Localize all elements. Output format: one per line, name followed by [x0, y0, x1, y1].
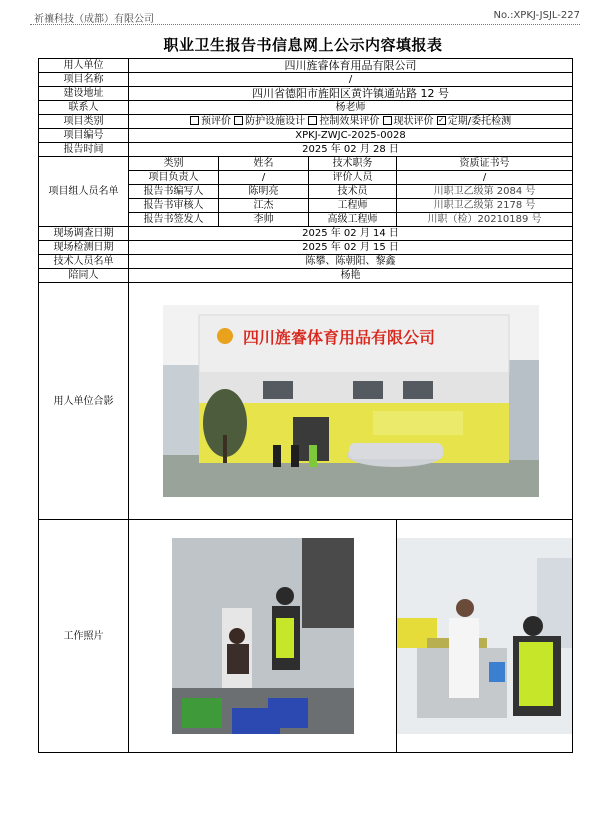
group-photo-image [163, 305, 539, 497]
employer-label: 用人单位 [39, 59, 129, 73]
team-header-row [39, 157, 573, 171]
group-photo-label: 用人单位合影 [39, 283, 129, 520]
team-cell: 川职（检）20210189 号 [397, 213, 573, 227]
option-periodic-testing[interactable]: ✓ 定期/委托检测 [438, 115, 512, 127]
option-control-effect[interactable]: 控制效果评价 [308, 116, 379, 127]
report-date-value: 2025 年 02 月 28 日 [129, 143, 573, 157]
checkbox-icon[interactable] [308, 116, 317, 125]
project-no-label: 项目编号 [39, 129, 129, 143]
team-cell: 报告书编写人 [129, 185, 219, 199]
employer-value: 四川旌睿体育用品有限公司 [129, 59, 573, 73]
survey-date-label: 现场调查日期 [39, 227, 129, 241]
contact-value: 杨老师 [129, 101, 573, 115]
test-date-label: 现场检测日期 [39, 241, 129, 255]
page-title: 职业卫生报告书信息网上公示内容填报表 [163, 36, 443, 54]
row-address [39, 87, 573, 101]
row-project-name [39, 73, 573, 87]
contact-label: 联系人 [39, 101, 129, 115]
team-cell: 评价人员 [309, 171, 397, 185]
checkbox-icon[interactable] [383, 116, 392, 125]
row-escort [39, 269, 573, 283]
team-cell: / [219, 171, 309, 185]
survey-date-value: 2025 年 02 月 14 日 [129, 227, 573, 241]
row-project-no [39, 129, 573, 143]
team-cell: 报告书审核人 [129, 199, 219, 213]
checkbox-icon[interactable] [190, 116, 199, 125]
team-cell: 报告书签发人 [129, 213, 219, 227]
row-survey-date [39, 227, 573, 241]
row-project-type [39, 115, 573, 129]
option-status-evaluation[interactable]: 现状评价 [383, 116, 434, 127]
work-photo-right-image [397, 538, 573, 734]
option-pre-evaluation[interactable]: 预评价 [190, 116, 231, 127]
team-cell: 工程师 [309, 199, 397, 213]
team-cell: / [397, 171, 573, 185]
info-table [38, 58, 573, 753]
page-header [30, 6, 580, 25]
company-sign: 四川旌睿体育用品有限公司 [242, 328, 435, 347]
row-contact [39, 101, 573, 115]
team-cell: 川职卫乙级第 2084 号 [397, 185, 573, 199]
work-photo-right-cell [397, 520, 573, 753]
address-value: 四川省德阳市旌阳区黄许镇通站路 12 号 [129, 87, 573, 101]
checkbox-checked-icon[interactable]: ✓ [438, 115, 445, 124]
work-photo-left-cell [129, 520, 397, 753]
project-type-label: 项目类别 [39, 115, 129, 129]
team-header-category: 类别 [129, 157, 219, 171]
row-technicians [39, 255, 573, 269]
group-photo-cell [129, 283, 573, 520]
project-name-value: / [129, 73, 573, 87]
team-cell: 川职卫乙级第 2178 号 [397, 199, 573, 213]
row-report-date [39, 143, 573, 157]
technicians-value: 陈攀、陈朝阳、黎鑫 [129, 255, 573, 269]
team-header-name: 姓名 [219, 157, 309, 171]
project-type-options [129, 115, 573, 129]
team-header-cert: 资质证书号 [397, 157, 573, 171]
project-no-value: XPKJ-ZWJC-2025-0028 [129, 129, 573, 143]
team-cell: 陈明亮 [219, 185, 309, 199]
checkbox-icon[interactable] [234, 116, 243, 125]
header-doc-number: No.:XPKJ-JSJL-227 [493, 10, 580, 21]
test-date-value: 2025 年 02 月 15 日 [129, 241, 573, 255]
team-cell: 江杰 [219, 199, 309, 213]
escort-value: 杨艳 [129, 269, 573, 283]
row-test-date [39, 241, 573, 255]
row-work-photo [39, 520, 573, 753]
option-protection-design[interactable]: 防护设施设计 [234, 116, 305, 127]
row-employer [39, 59, 573, 73]
team-label: 项目组人员名单 [39, 157, 129, 227]
team-cell: 李帅 [219, 213, 309, 227]
company-logo-icon [217, 328, 233, 344]
team-cell: 项目负责人 [129, 171, 219, 185]
work-photo-left-image [172, 538, 354, 734]
project-name-label: 项目名称 [39, 73, 129, 87]
team-cell: 高级工程师 [309, 213, 397, 227]
team-header-title: 技术职务 [309, 157, 397, 171]
technicians-label: 技术人员名单 [39, 255, 129, 269]
row-group-photo [39, 283, 573, 520]
report-date-label: 报告时间 [39, 143, 129, 157]
work-photo-label: 工作照片 [39, 520, 129, 753]
escort-label: 陪同人 [39, 269, 129, 283]
team-cell: 技术员 [309, 185, 397, 199]
address-label: 建设地址 [39, 87, 129, 101]
header-company: 祈禳科技（成都）有限公司 [34, 14, 154, 25]
